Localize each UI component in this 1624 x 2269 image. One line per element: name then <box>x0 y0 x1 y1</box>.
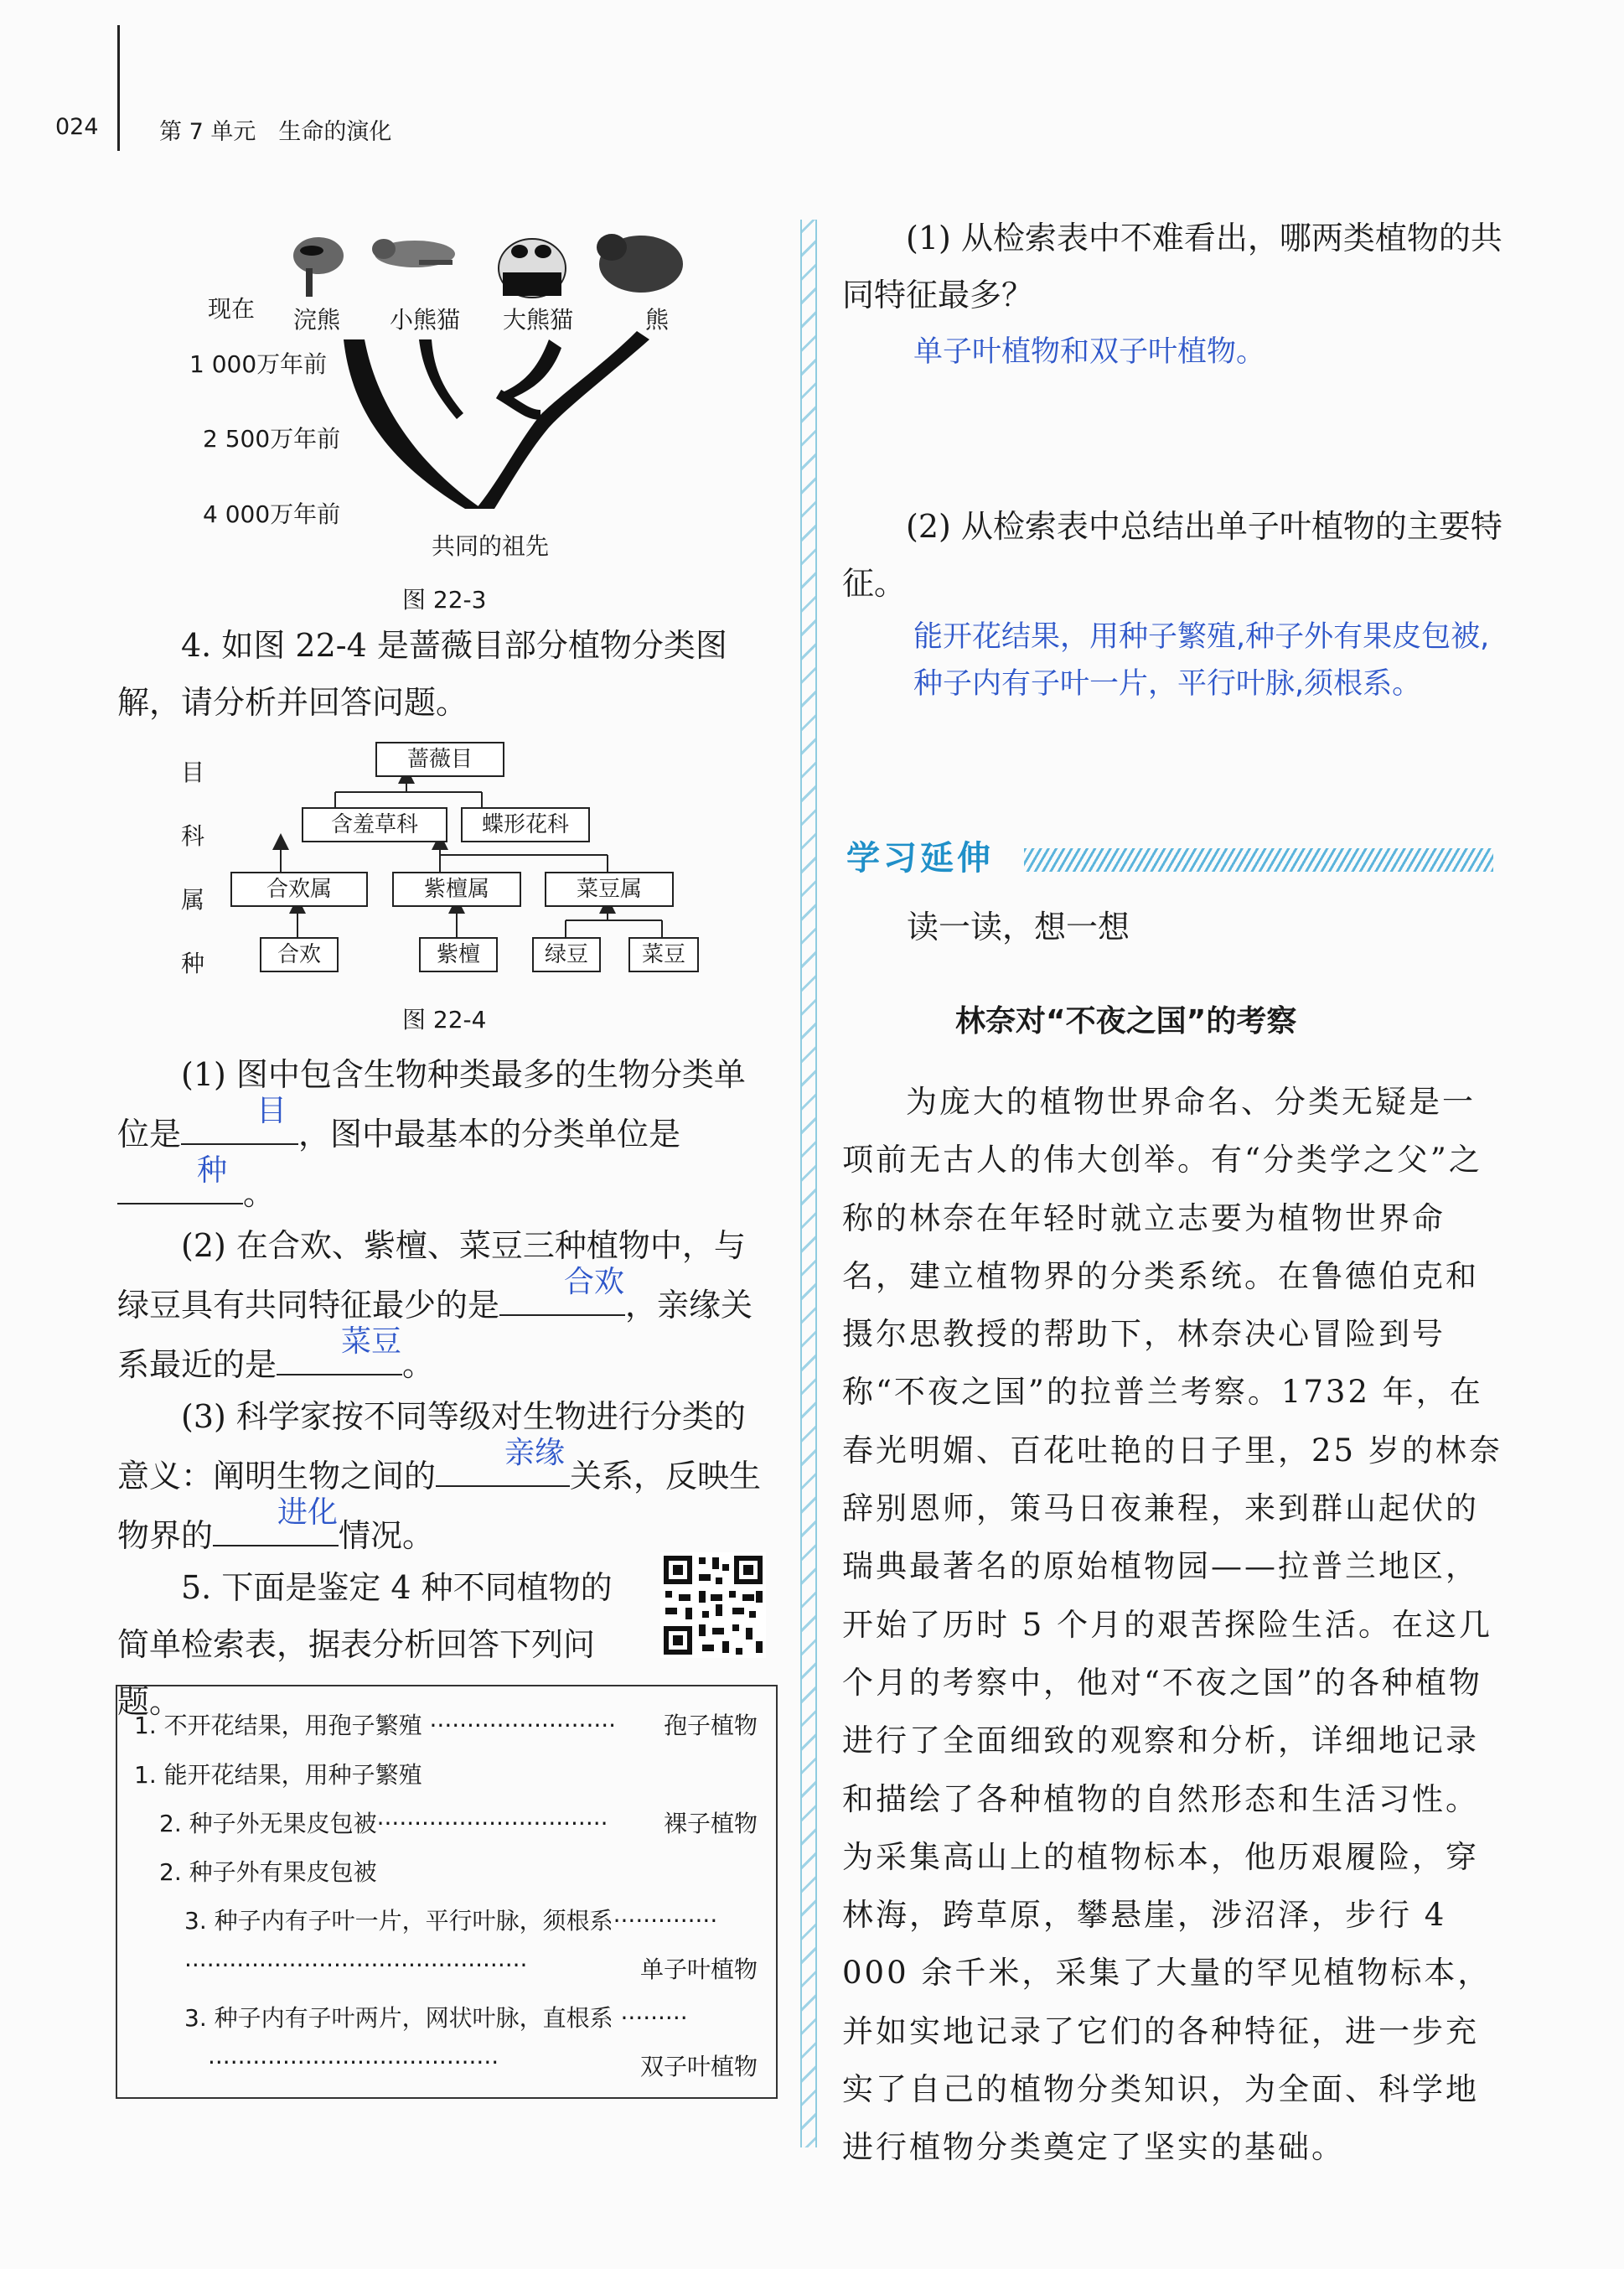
extension-heading: 学习延伸 <box>846 839 994 878</box>
key-result-spore: 孢子植物 <box>663 1712 758 1739</box>
answer-blank-2b: 菜豆 <box>277 1334 402 1375</box>
node-hehuan: 合欢 <box>260 937 339 972</box>
rank-label-family: 科 <box>181 822 205 850</box>
key-row-5: 3. 种子内有子叶一片，平行叶脉，须根系·············· <box>184 1907 718 1935</box>
figure-22-4-caption: 图 22-4 <box>402 1006 487 1033</box>
article-body: 为庞大的植物世界命名、分类无疑是一项前无古人的伟大创举。有“分类学之父”之称的林奈在年轻时就立志要为植物世界命名，建立植物界的分类系统。在鲁德伯克和摄尔思教授的帮助下，林奈决心冒险到号称“不夜之国”的拉普兰考察。1732 年，在春光明媚、百花吐艳的日子里，25 岁的林奈辞别恩师，策马日夜兼程，来到群山起伏的瑞典最著名的原始植物园——拉普兰地区，开始了历时 5 个月的艰苦探险生活。在这几个月的考察中，他对“不夜之国”的各种植物进行了全面细致的观察和分析，详细地记录和描绘了各种植物的自然形态和生活习性。为采集高山上的植物标本，他历艰履险，穿林海，跨草原，攀悬崖，涉沼泽，步行 4 000 余千米，采集了大量的罕见植物标本，并如实地记录了它们的各种特征，进一步充实了自己的植物分类知识，为全面、科学地进行植物分类奠定了坚实的基础。 <box>842 1084 1502 2166</box>
unit-title: 第 7 单元 生命的演化 <box>159 119 392 145</box>
key-result-dicot: 双子叶植物 <box>639 2053 758 2080</box>
extension-subheading: 读一读，想一想 <box>907 909 1130 945</box>
answer-blank-2a: 合欢 <box>499 1274 625 1316</box>
q5-sub1-question: (1) 从检索表中不难看出，哪两类植物的共同特征最多？ <box>842 220 1502 313</box>
key-row-1: 1. 不开花结果，用孢子繁殖 ························· <box>134 1712 617 1739</box>
column-separator <box>800 220 817 2147</box>
q4-intro: 4. 如图 22-4 是蔷薇目部分植物分类图解，请分析并回答问题。 <box>117 627 727 721</box>
key-row-3: 2. 种子外无果皮包被······························· <box>159 1810 608 1837</box>
rank-label-genus: 属 <box>181 886 205 914</box>
page-number: 024 <box>55 114 99 140</box>
time-label-40m: 4 000万年前 <box>203 500 341 528</box>
common-ancestor-label: 共同的祖先 <box>432 532 550 560</box>
node-pterocarpus: 紫檀属 <box>392 872 521 907</box>
answer-blank-3b: 进化 <box>213 1505 339 1546</box>
raccoon-icon <box>293 237 344 297</box>
red-panda-icon <box>372 239 455 267</box>
answer-blank-3a: 亲缘 <box>436 1445 570 1487</box>
q5-intro: 5. 下面是鉴定 4 种不同植物的简单检索表，据表分析回答下列问题。 <box>117 1569 613 1720</box>
header-divider <box>117 25 120 151</box>
q4-sub2: (2) 在合欢、紫檀、菜豆三种植物中，与绿豆具有共同特征最少的是 合欢 ，亲缘关系最近的是 菜豆 。 <box>117 1227 753 1383</box>
q5-sub2-answer: 能开花结果，用种子繁殖,种子外有果皮包被,种子内有子叶一片，平行叶脉,须根系。 <box>913 620 1490 701</box>
node-papilionaceae: 蝶形花科 <box>461 807 590 842</box>
animal-label-giant-panda: 大熊猫 <box>503 306 574 334</box>
extension-heading-bar <box>1024 848 1493 872</box>
time-label-10m: 1 000万年前 <box>189 350 328 378</box>
bear-icon <box>597 234 683 293</box>
q5-sub2-question: (2) 从检索表中总结出单子叶植物的主要特征。 <box>842 508 1502 602</box>
figure-22-4 <box>168 738 737 989</box>
time-label-now: 现在 <box>208 295 256 323</box>
q5-sub1-answer: 单子叶植物和双子叶植物。 <box>913 335 1266 369</box>
key-result-monocot: 单子叶植物 <box>639 1956 758 1983</box>
node-phaseolus: 菜豆属 <box>545 872 674 907</box>
animal-label-raccoon: 浣熊 <box>293 306 341 334</box>
article-title: 林奈对“不夜之国”的考察 <box>955 1004 1297 1039</box>
key-result-gymnosperm: 裸子植物 <box>663 1810 758 1837</box>
qr-code-icon[interactable] <box>660 1552 766 1658</box>
animal-label-bear: 熊 <box>645 306 670 334</box>
q4-sub1: (1) 图中包含生物种类最多的生物分类单位是 目 ，图中最基本的分类单位是 种 。 <box>117 1056 746 1212</box>
key-row-8: ······································· <box>208 2049 499 2076</box>
animal-label-red-panda: 小熊猫 <box>390 306 461 334</box>
rank-label-order: 目 <box>181 759 205 786</box>
rank-label-species: 种 <box>181 950 205 977</box>
figure-22-3 <box>168 214 754 566</box>
key-row-6: ·············································· <box>184 1951 528 1979</box>
answer-blank-1a: 目 <box>181 1103 298 1145</box>
time-label-25m: 2 500万年前 <box>203 425 341 453</box>
key-row-7: 3. 种子内有子叶两片，网状叶脉，直根系 ········· <box>184 2004 688 2032</box>
answer-blank-1b: 种 <box>117 1163 243 1204</box>
key-row-2: 1. 能开花结果，用种子繁殖 <box>134 1761 422 1789</box>
q4-sub3: (3) 科学家按不同等级对生物进行分类的意义：阐明生物之间的 亲缘 关系，反映生物界的 进化 情况。 <box>117 1398 762 1554</box>
node-lvdou: 绿豆 <box>532 937 601 972</box>
node-rosales: 蔷薇目 <box>375 742 504 777</box>
node-mimosaceae: 含羞草科 <box>302 807 447 842</box>
node-albizia: 合欢属 <box>230 872 368 907</box>
dichotomous-key-table <box>116 1685 778 2099</box>
figure-22-3-caption: 图 22-3 <box>402 586 487 614</box>
node-zitan: 紫檀 <box>419 937 498 972</box>
key-row-4: 2. 种子外有果皮包被 <box>159 1858 377 1886</box>
giant-panda-icon <box>499 239 566 298</box>
node-caidou: 菜豆 <box>628 937 699 972</box>
